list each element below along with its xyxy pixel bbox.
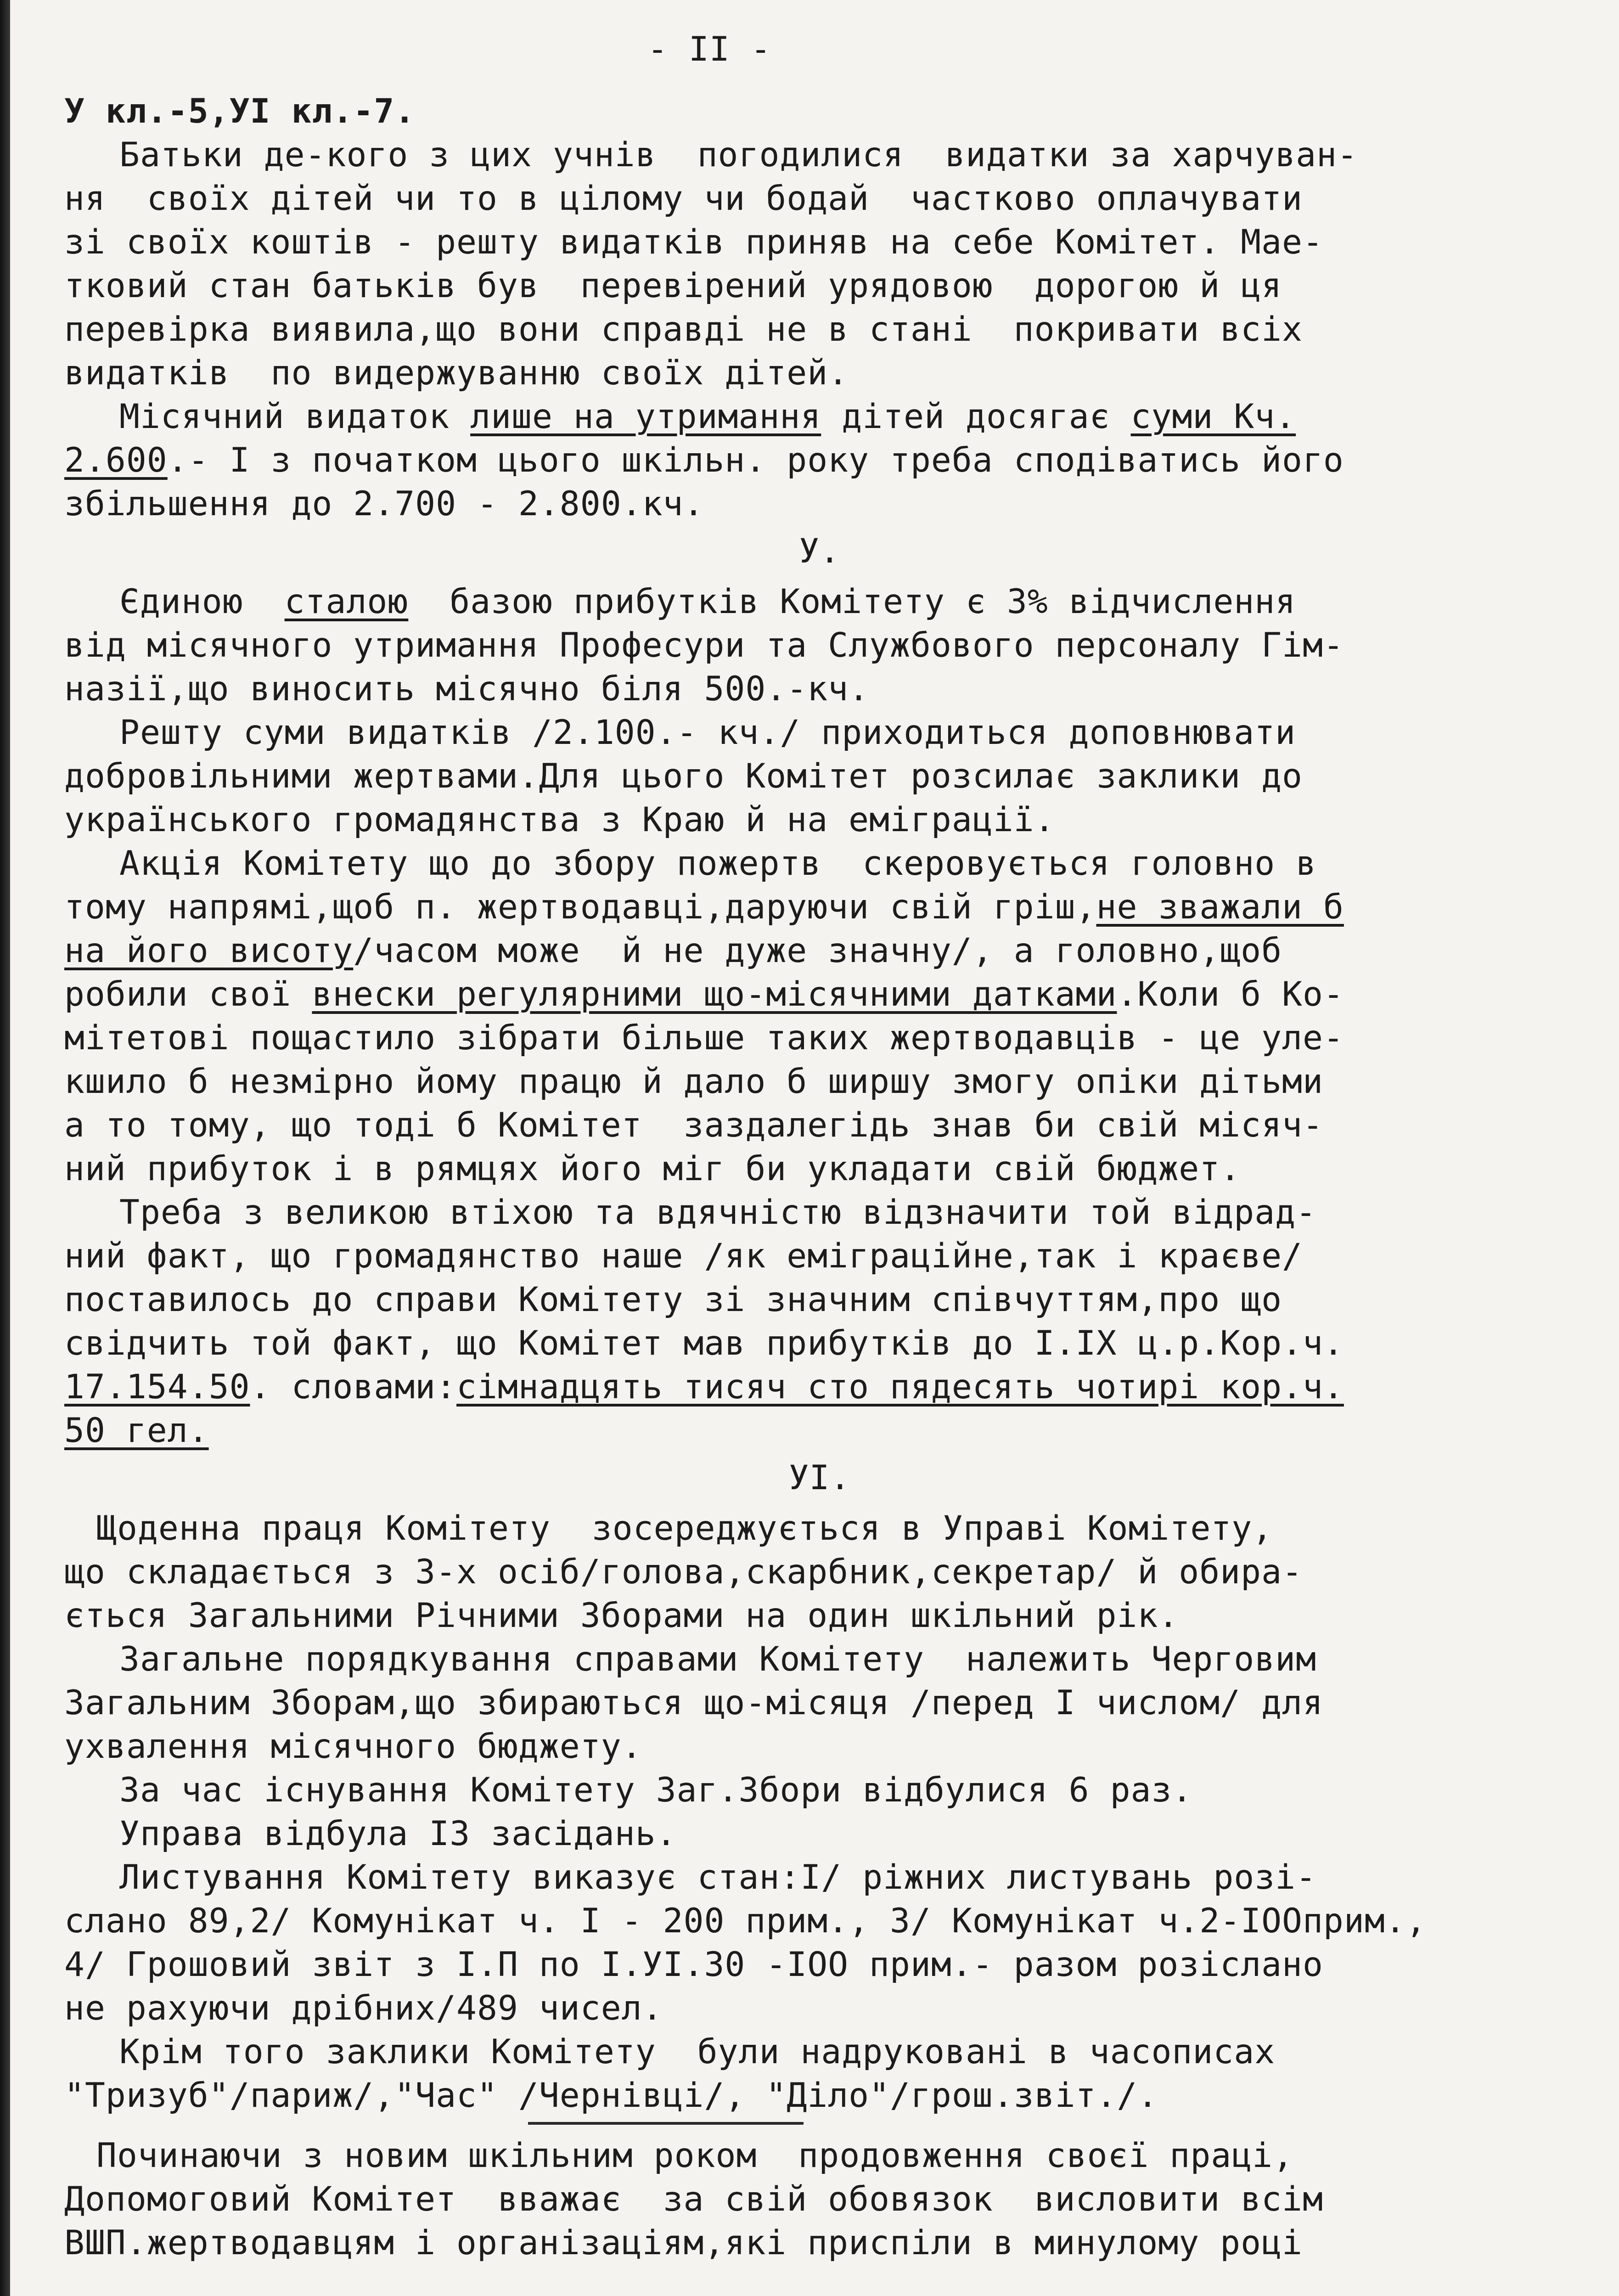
text-line: не рахуючи дрібних/489 чисел. bbox=[64, 1989, 663, 2028]
text-line: Допомоговий Комітет вважає за свій обовязок висловити всім bbox=[64, 2180, 1323, 2219]
text-line: що складається з 3-х осіб/голова,скарбник,секретар/ й обира- bbox=[64, 1553, 1303, 1592]
text-line: назії,що виносить місячно біля 500.-кч. bbox=[64, 670, 870, 709]
text-line: ня своїх дітей чи то в цілому чи бодай частково оплачувати bbox=[64, 179, 1303, 218]
text-line: ється Загальними Річними Зборами на один шкільний рік. bbox=[64, 1596, 1179, 1635]
underlined-span: 2.600 bbox=[64, 441, 168, 480]
underlined-span: суми Кч. bbox=[1130, 397, 1296, 436]
underlined-span: лише на утримання bbox=[470, 397, 821, 436]
text-span: /часом може й не дуже значну/, а головно,щоб bbox=[353, 931, 1282, 970]
section-heading: У. bbox=[799, 532, 840, 571]
text-line: ний факт, що громадянство наше /як еміграційне,так і краєве/ bbox=[64, 1237, 1303, 1276]
text-line: перевірка виявила,що вони справді не в стані покривати всіх bbox=[64, 310, 1303, 349]
text-line bbox=[64, 1409, 1575, 1452]
underlined-span: на його висоту bbox=[64, 931, 354, 970]
text-line: слано 89,2/ Комунікат ч. І - 200 прим., 3/ Комунікат ч.2-ІООприм., bbox=[64, 1902, 1427, 1941]
text-line: кшило б незмірно йому працю й дало б ширшу змогу опіки дітьми bbox=[64, 1062, 1323, 1101]
text-line bbox=[64, 885, 1575, 929]
text-line: Акція Комітету що до збору пожертв скеровується головно в bbox=[119, 844, 1317, 883]
text-span: базою прибутків Комітету є 3% відчислення bbox=[408, 582, 1296, 621]
text-line: а то тому, що тоді б Комітет заздалегідь знав би свій місяч- bbox=[64, 1106, 1323, 1145]
text-span: Єдиною bbox=[119, 582, 285, 621]
text-line: У кл.-5,УІ кл.-7. bbox=[64, 92, 416, 131]
underlined-span: 17.154.50 bbox=[64, 1367, 250, 1407]
text-line bbox=[64, 973, 1575, 1016]
text-line: добровільними жертвами.Для цього Комітет розсилає заклики до bbox=[64, 757, 1303, 796]
text-line: Загальним Зборам,що збираються що-місяця /перед І числом/ для bbox=[64, 1683, 1323, 1722]
text-line: Батьки де-кого з цих учнів погодилися видатки за харчуван- bbox=[119, 135, 1358, 174]
document-page bbox=[10, 0, 1619, 2296]
horizontal-rule bbox=[528, 2122, 804, 2125]
text-line: 4/ Грошовий звіт з І.П по І.УІ.30 -ІОО прим.- разом розіслано bbox=[64, 1945, 1323, 1984]
text-line: ний прибуток і в рямцях його міг би укладати свій бюджет. bbox=[64, 1149, 1241, 1188]
text-line: Починаючи з новим шкільним роком продовження своєї праці, bbox=[96, 2136, 1294, 2175]
text-span: дітей досягає bbox=[821, 397, 1131, 436]
text-line: свідчить той факт, що Комітет мав прибутків до І.ІХ ц.р.Кор.ч. bbox=[64, 1324, 1344, 1363]
text-line: Листування Комітету виказує стан:І/ ріжних листувань розі- bbox=[119, 1858, 1317, 1897]
text-span: Місячний видаток bbox=[119, 397, 471, 436]
text-span: робили свої bbox=[64, 975, 312, 1014]
text-line: видатків по видержуванню своїх дітей. bbox=[64, 354, 849, 393]
text-span: . словами: bbox=[250, 1367, 457, 1407]
text-line: Крім того заклики Комітету були надруковані в часописах bbox=[119, 2032, 1276, 2071]
scan-edge bbox=[0, 0, 10, 2296]
text-line: поставилось до справи Комітету зі значним співчуттям,про що bbox=[64, 1280, 1282, 1319]
text-line: Решту суми видатків /2.100.- кч./ приходиться доповнювати bbox=[119, 713, 1296, 752]
text-line: Управа відбула ІЗ засідань. bbox=[119, 1814, 677, 1853]
text-line: українського громадянства з Краю й на еміграції. bbox=[64, 800, 1055, 839]
text-line: "Тризуб"/париж/,"Час" /Чернівці/, "Діло"/грош.звіт./. bbox=[64, 2076, 1158, 2115]
text-line bbox=[64, 395, 1575, 439]
text-span: тому напрямі,щоб п. жертводавці,даруючи свій гріш, bbox=[64, 888, 1096, 927]
text-line: Треба з великою втіхою та вдячністю відзначити той відрад- bbox=[119, 1193, 1317, 1232]
text-line: Загальне порядкування справами Комітету належить Черговим bbox=[119, 1640, 1317, 1679]
text-line: ВШП.жертводавцям і організаціям,які приспіли в минулому році bbox=[64, 2223, 1303, 2262]
text-line: зі своїх коштів - решту видатків приняв на себе Комітет. Мае- bbox=[64, 223, 1323, 262]
page-number: - II - bbox=[647, 30, 771, 69]
section-heading: УІ. bbox=[788, 1458, 851, 1497]
underlined-span: 50 гел. bbox=[64, 1411, 209, 1450]
text-line: Щоденна праця Комітету зосереджується в Управі Комітету, bbox=[96, 1509, 1273, 1548]
text-span: .Коли б Ко- bbox=[1117, 975, 1344, 1014]
spacer bbox=[64, 71, 1575, 90]
text-line bbox=[64, 580, 1575, 624]
underlined-span: сімнадцять тисяч сто пядесять чотирі кор.ч. bbox=[456, 1367, 1344, 1407]
text-line: За час існування Комітету Заг.Збори відбулися 6 раз. bbox=[119, 1771, 1193, 1810]
text-line: збільшення до 2.700 - 2.800.кч. bbox=[64, 484, 704, 523]
text-line: ухвалення місячного бюджету. bbox=[64, 1727, 642, 1766]
text-line: мітетові пощастило зібрати більше таких жертводавців - це уле- bbox=[64, 1019, 1344, 1058]
text-line bbox=[64, 1365, 1575, 1409]
text-line: тковий стан батьків був перевірений урядовою дорогою й ця bbox=[64, 266, 1282, 305]
underlined-span: сталою bbox=[284, 582, 409, 621]
text-span: .- І з початком цього шкільн. року треба сподіватись його bbox=[167, 441, 1344, 480]
document-body bbox=[64, 28, 1575, 2265]
text-line: від місячного утримання Професури та Службового персоналу Гім- bbox=[64, 626, 1344, 665]
underlined-span: внески регулярними що-місячними датками bbox=[312, 975, 1117, 1014]
text-line bbox=[64, 929, 1575, 973]
underlined-span: не зважали б bbox=[1096, 888, 1344, 927]
text-line bbox=[64, 439, 1575, 482]
